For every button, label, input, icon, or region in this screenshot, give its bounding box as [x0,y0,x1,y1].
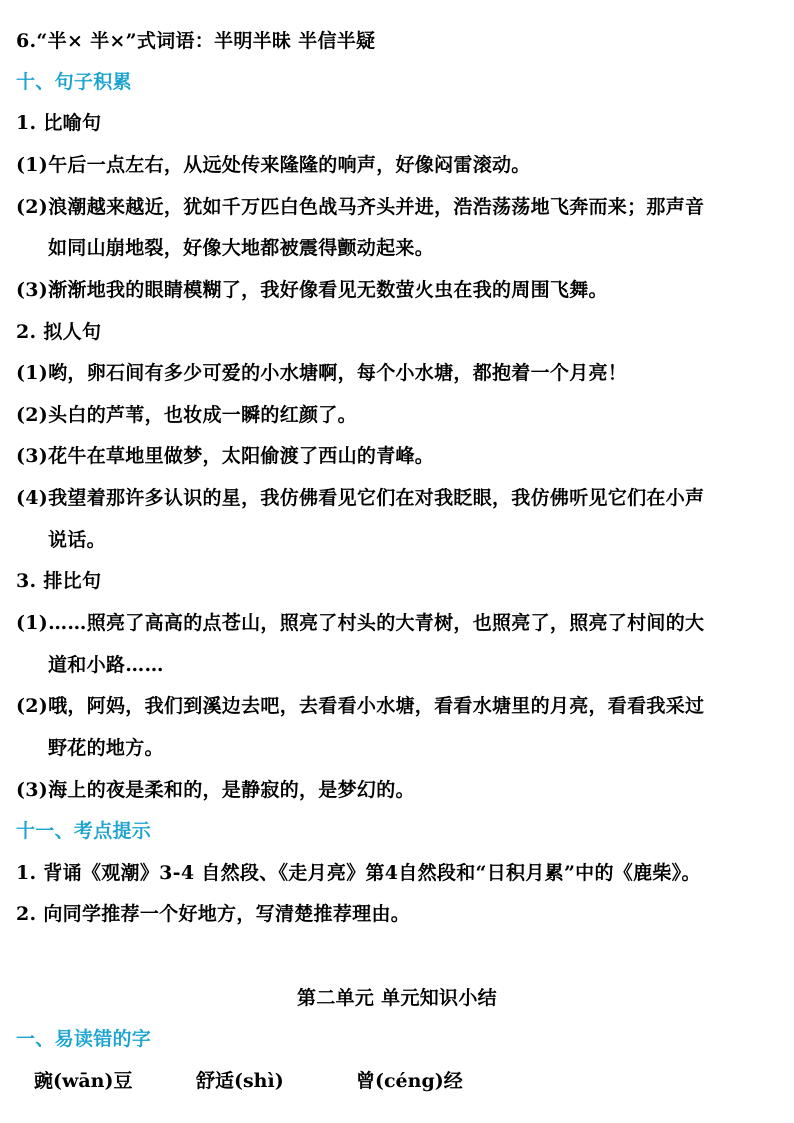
subheading: 2. 拟人句 [16,321,102,343]
text-line: (2)浪潮越来越近，犹如千万匹白色战马齐头并进，浩浩荡荡地飞奔而来；那声音 [16,196,705,218]
word-item: 豌(wān)豆 [34,1070,133,1092]
word-item: 舒适(shì) [196,1070,284,1092]
text-line: (3)渐渐地我的眼睛模糊了，我好像看见无数萤火虫在我的周围飞舞。 [16,279,608,301]
text-line: (3)花牛在草地里做梦，太阳偷渡了西山的青峰。 [16,445,435,467]
section-heading: 一、易读错的字 [16,1028,152,1050]
text-line: (1)午后一点左右，从远处传来隆隆的响声，好像闷雷滚动。 [16,154,531,176]
word-item: 曾(céng)经 [356,1070,463,1092]
text-line-continued: 说话。 [48,529,106,551]
text-line: (2)头白的芦苇，也妆成一瞬的红颜了。 [16,404,357,426]
text-line-continued: 如同山崩地裂，好像大地都被震得颤动起来。 [48,237,435,259]
unit-title: 第二单元 单元知识小结 [297,987,497,1009]
text-line: (1)哟，卵石间有多少可爱的小水塘啊，每个小水塘，都抱着一个月亮！ [16,362,628,384]
subheading: 3. 排比句 [16,570,102,592]
text-line: 6.“半× 半×”式词语：半明半昧 半信半疑 [16,30,376,52]
text-line: (3)海上的夜是柔和的，是静寂的，是梦幻的。 [16,779,415,801]
text-line: (4)我望着那许多认识的星，我仿佛看见它们在对我眨眼，我仿佛听见它们在小声 [16,487,705,509]
text-line: (1)……照亮了高高的点苍山，照亮了村头的大青树，也照亮了，照亮了村间的大 [16,612,705,634]
text-line: 2. 向同学推荐一个好地方，写清楚推荐理由。 [16,903,411,925]
text-line-continued: 野花的地方。 [48,737,164,759]
section-heading: 十、句子积累 [16,71,132,93]
text-line: (2)哦，阿妈，我们到溪边去吧，去看看小水塘，看看水塘里的月亮，看看我采过 [16,695,705,717]
text-line: 1. 背诵《观潮》3-4 自然段、《走月亮》第4自然段和“日积月累”中的《鹿柴》。 [16,862,701,884]
text-line-continued: 道和小路…… [48,654,164,676]
section-heading: 十一、考点提示 [16,820,152,842]
subheading: 1. 比喻句 [16,112,102,134]
